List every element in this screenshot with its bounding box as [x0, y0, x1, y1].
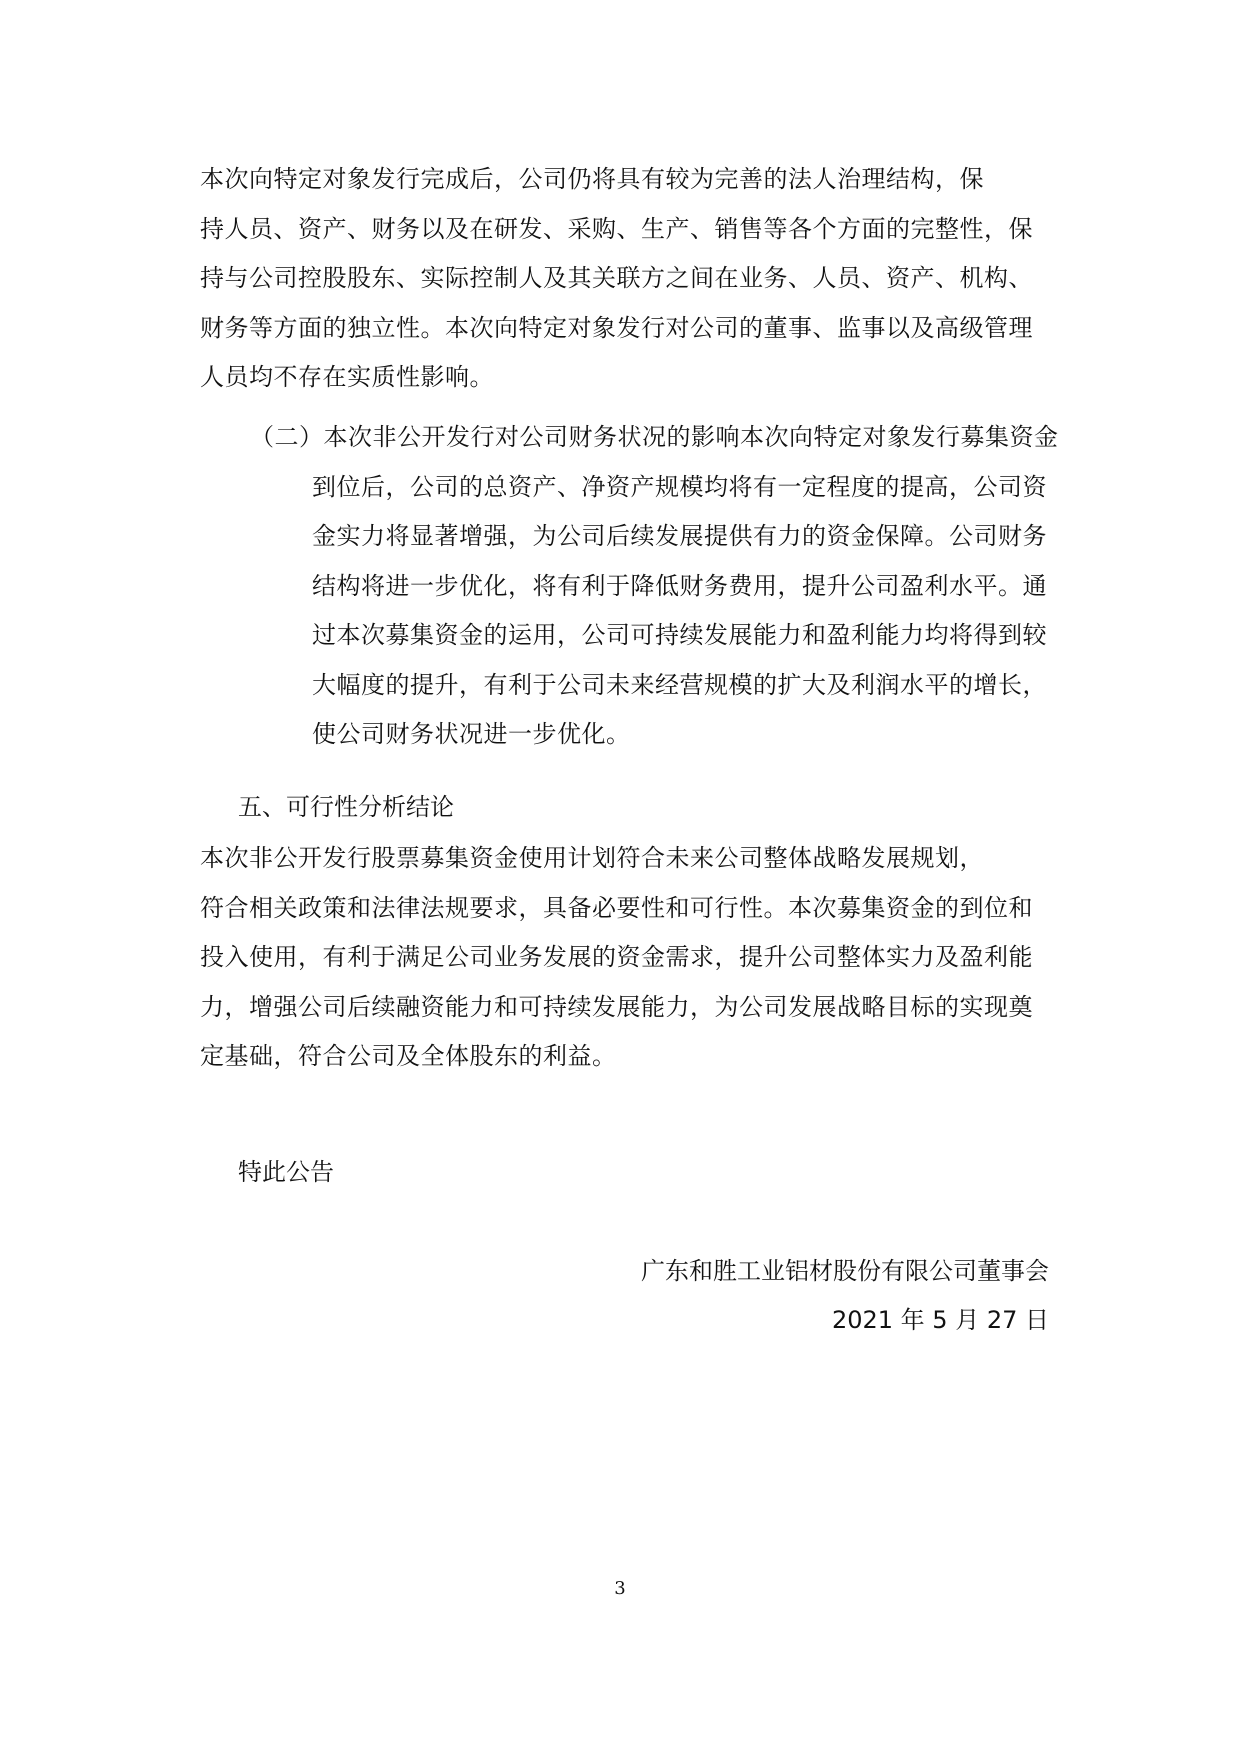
- paragraph-line: 结构将进一步优化，将有利于降低财务费用，提升公司盈利水平。通: [312, 571, 1047, 600]
- paragraph-line: 符合相关政策和法律法规要求，具备必要性和可行性。本次募集资金的到位和: [200, 893, 1033, 922]
- paragraph-line: （二）本次非公开发行对公司财务状况的影响本次向特定对象发行募集资金: [250, 423, 1059, 451]
- paragraph-line: 定基础，符合公司及全体股东的利益。: [200, 1042, 617, 1070]
- paragraph-line: 使公司财务状况进一步优化。: [312, 720, 631, 748]
- closing-statement: 特此公告: [238, 1158, 334, 1186]
- paragraph-line: 本次非公开发行股票募集资金使用计划符合未来公司整体战略发展规划，: [200, 844, 984, 872]
- section-heading: 五、可行性分析结论: [238, 793, 454, 821]
- paragraph-line: 大幅度的提升，有利于公司未来经营规模的扩大及利润水平的增长，: [312, 670, 1047, 699]
- signature-date: 2021 年 5 月 27 日: [831, 1306, 1049, 1334]
- paragraph-line: 金实力将显著增强，为公司后续发展提供有力的资金保障。公司财务: [312, 522, 1047, 550]
- paragraph-line: 财务等方面的独立性。本次向特定对象发行对公司的董事、监事以及高级管理: [200, 313, 1033, 342]
- paragraph-independence: [200, 155, 1070, 403]
- paragraph-line: 力，增强公司后续融资能力和可持续发展能力，为公司发展战略目标的实现奠: [200, 992, 1033, 1021]
- page-number: 3: [614, 1578, 626, 1599]
- paragraph-line: 过本次募集资金的运用，公司可持续发展能力和盈利能力均将得到较: [312, 621, 1047, 649]
- paragraph-line: 本次向特定对象发行完成后，公司仍将具有较为完善的法人治理结构，保: [200, 165, 984, 193]
- paragraph-line: 到位后，公司的总资产、净资产规模均将有一定程度的提高，公司资: [312, 472, 1047, 501]
- paragraph-line: 持人员、资产、财务以及在研发、采购、生产、销售等各个方面的完整性，保: [200, 214, 1033, 243]
- paragraph-financial-impact: [250, 413, 1070, 760]
- signer-name: 广东和胜工业铝材股份有限公司董事会: [641, 1257, 1049, 1285]
- paragraph-line: 人员均不存在实质性影响。: [200, 363, 494, 391]
- paragraph-line: 投入使用，有利于满足公司业务发展的资金需求，提升公司整体实力及盈利能: [200, 943, 1033, 971]
- paragraph-conclusion: [200, 834, 1070, 1082]
- paragraph-line: 持与公司控股股东、实际控制人及其关联方之间在业务、人员、资产、机构、: [200, 264, 1033, 292]
